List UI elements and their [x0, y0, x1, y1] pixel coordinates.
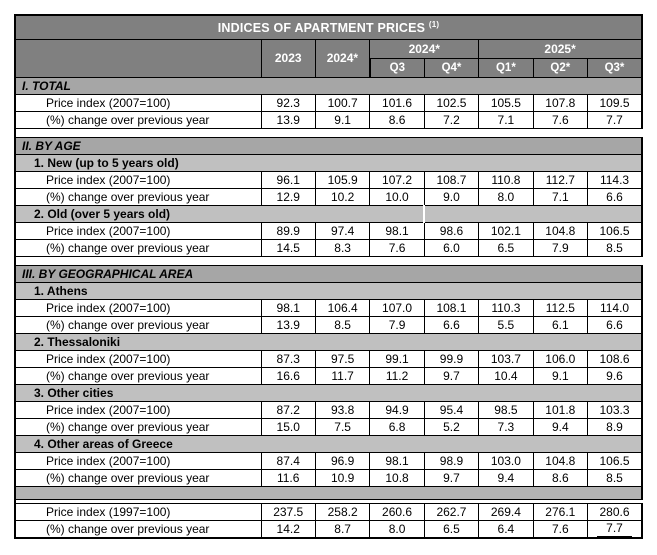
value-cell: [588, 520, 642, 538]
col-group-2025: 2025*: [479, 39, 642, 58]
data-row: [15, 239, 642, 256]
table-body: [15, 77, 642, 538]
value-cell: 237.5: [261, 503, 315, 520]
title-row: [15, 15, 642, 39]
subsection-filler: [424, 205, 642, 222]
col-header-2024: 2024*: [315, 39, 369, 77]
row-label: Price index (2007=100): [15, 94, 261, 111]
section-gap-cell: [15, 128, 642, 137]
data-row: [15, 401, 642, 418]
value-cell: 7.6: [533, 520, 587, 538]
value-cell: 105.9: [315, 171, 369, 188]
page-title: INDICES OF APARTMENT PRICES: [217, 20, 426, 35]
row-label: (%) change over previous year: [15, 367, 261, 384]
col-header-2023: 2023: [261, 39, 315, 77]
row-label: Price index (2007=100): [15, 401, 261, 418]
value-cell: 108.6: [588, 350, 642, 367]
subsection-label: 2. Old (over 5 years old): [15, 205, 424, 222]
data-row: [15, 171, 642, 188]
section-gap-row: [15, 128, 642, 137]
value-cell: 9.7: [424, 469, 478, 486]
value-cell: 96.1: [261, 171, 315, 188]
section-label: III. BY GEOGRAPHICAL AREA: [15, 265, 642, 282]
value-cell: 106.4: [315, 299, 369, 316]
value-cell: 7.2: [424, 111, 478, 128]
blank-band-row: [15, 486, 642, 499]
value-cell: 93.8: [315, 401, 369, 418]
row-label: (%) change over previous year: [15, 418, 261, 435]
value-cell: 94.9: [370, 401, 424, 418]
value-cell: 9.7: [424, 367, 478, 384]
data-row: [15, 222, 642, 239]
value-cell: 98.1: [370, 222, 424, 239]
row-label: (%) change over previous year: [15, 316, 261, 333]
value-cell: 102.1: [479, 222, 533, 239]
value-cell: 98.6: [424, 222, 478, 239]
section-gap-row: [15, 256, 642, 265]
value-cell: 6.6: [424, 316, 478, 333]
col-header-q4-2024: Q4*: [424, 58, 478, 77]
subsection-row: [15, 205, 642, 222]
value-cell: 276.1: [533, 503, 587, 520]
value-cell: 269.4: [479, 503, 533, 520]
value-cell: 112.5: [533, 299, 587, 316]
table-header: [15, 15, 642, 77]
value-cell: 6.5: [479, 239, 533, 256]
section-row: [15, 77, 642, 94]
data-row: [15, 469, 642, 486]
value-underlined: 7.7: [597, 521, 632, 537]
section-gap-cell: [15, 256, 642, 265]
value-cell: 108.7: [424, 171, 478, 188]
subsection-label: 1. Athens: [15, 282, 642, 299]
row-label: (%) change over previous year: [15, 469, 261, 486]
data-row: [15, 188, 642, 205]
value-cell: 106.5: [588, 222, 642, 239]
value-cell: 89.9: [261, 222, 315, 239]
value-cell: 107.2: [370, 171, 424, 188]
row-label: Price index (2007=100): [15, 222, 261, 239]
value-cell: 15.0: [261, 418, 315, 435]
value-cell: 11.7: [315, 367, 369, 384]
row-label: (%) change over previous year: [15, 111, 261, 128]
value-cell: 8.9: [588, 418, 642, 435]
value-cell: 92.3: [261, 94, 315, 111]
value-cell: 9.1: [533, 367, 587, 384]
value-cell: 104.8: [533, 452, 587, 469]
value-cell: 6.6: [588, 316, 642, 333]
value-cell: 97.4: [315, 222, 369, 239]
value-cell: 97.5: [315, 350, 369, 367]
value-cell: 11.2: [370, 367, 424, 384]
value-cell: 8.3: [315, 239, 369, 256]
subsection-label: 3. Other cities: [15, 384, 642, 401]
value-cell: 6.5: [424, 520, 478, 538]
value-cell: 10.2: [315, 188, 369, 205]
value-cell: 100.7: [315, 94, 369, 111]
apartment-prices-table: [14, 14, 643, 539]
section-row: [15, 137, 642, 154]
value-cell: 10.8: [370, 469, 424, 486]
subsection-row: [15, 435, 642, 452]
data-row: [15, 299, 642, 316]
data-row: [15, 350, 642, 367]
title-footnote-marker: (1): [428, 19, 440, 29]
value-cell: 6.6: [588, 188, 642, 205]
row-label: (%) change over previous year: [15, 239, 261, 256]
row-label: Price index (2007=100): [15, 350, 261, 367]
data-row: [15, 452, 642, 469]
row-label: Price index (1997=100): [15, 503, 261, 520]
value-cell: 110.8: [479, 171, 533, 188]
value-cell: 9.1: [315, 111, 369, 128]
data-row: [15, 418, 642, 435]
section-label: II. BY AGE: [15, 137, 642, 154]
value-cell: 103.7: [479, 350, 533, 367]
value-cell: 99.1: [370, 350, 424, 367]
value-cell: 101.6: [370, 94, 424, 111]
row-label: Price index (2007=100): [15, 452, 261, 469]
value-cell: 260.6: [370, 503, 424, 520]
value-cell: 10.0: [370, 188, 424, 205]
col-header-q2-2025: Q2*: [533, 58, 587, 77]
value-cell: 98.1: [370, 452, 424, 469]
value-cell: 8.6: [533, 469, 587, 486]
value-cell: 6.0: [424, 239, 478, 256]
value-cell: 87.3: [261, 350, 315, 367]
subsection-row: [15, 154, 642, 171]
data-row: [15, 503, 642, 520]
data-row: [15, 520, 642, 538]
col-header-q1-2025: Q1*: [479, 58, 533, 77]
data-row: [15, 367, 642, 384]
header-row-years: [15, 39, 642, 58]
value-cell: 7.3: [479, 418, 533, 435]
value-cell: 112.7: [533, 171, 587, 188]
subsection-row: [15, 384, 642, 401]
value-cell: 114.3: [588, 171, 642, 188]
subsection-label: 1. New (up to 5 years old): [15, 154, 642, 171]
col-header-q3-2024: Q3: [370, 58, 424, 77]
value-cell: 102.5: [424, 94, 478, 111]
value-cell: 87.4: [261, 452, 315, 469]
section-label: I. TOTAL: [15, 77, 642, 94]
value-cell: 101.8: [533, 401, 587, 418]
value-cell: 280.6: [588, 503, 642, 520]
value-cell: 5.2: [424, 418, 478, 435]
value-cell: 7.1: [533, 188, 587, 205]
value-cell: 10.4: [479, 367, 533, 384]
value-cell: 7.6: [533, 111, 587, 128]
value-cell: 13.9: [261, 316, 315, 333]
section-row: [15, 265, 642, 282]
value-cell: 8.5: [588, 469, 642, 486]
value-cell: 5.5: [479, 316, 533, 333]
value-cell: 105.5: [479, 94, 533, 111]
value-cell: 98.9: [424, 452, 478, 469]
row-label: (%) change over previous year: [15, 188, 261, 205]
value-cell: 9.6: [588, 367, 642, 384]
value-cell: 98.1: [261, 299, 315, 316]
data-row: [15, 111, 642, 128]
value-cell: 10.9: [315, 469, 369, 486]
value-cell: 258.2: [315, 503, 369, 520]
value-cell: 6.8: [370, 418, 424, 435]
value-cell: 7.9: [533, 239, 587, 256]
value-cell: 16.6: [261, 367, 315, 384]
col-group-2024: 2024*: [370, 39, 479, 58]
data-row: [15, 94, 642, 111]
value-cell: 6.4: [479, 520, 533, 538]
value-cell: 96.9: [315, 452, 369, 469]
subsection-label: 4. Other areas of Greece: [15, 435, 642, 452]
row-label: Price index (2007=100): [15, 299, 261, 316]
value-cell: 7.6: [370, 239, 424, 256]
value-cell: 8.7: [315, 520, 369, 538]
value-cell: 109.5: [588, 94, 642, 111]
value-cell: 8.5: [315, 316, 369, 333]
value-cell: 98.5: [479, 401, 533, 418]
value-cell: 106.5: [588, 452, 642, 469]
subsection-label: 2. Thessaloniki: [15, 333, 642, 350]
row-label: (%) change over previous year: [15, 520, 261, 538]
col-header-q3-2025: Q3*: [588, 58, 642, 77]
value-cell: 7.1: [479, 111, 533, 128]
value-cell: 14.5: [261, 239, 315, 256]
blank-band-cell: [15, 486, 642, 499]
value-cell: 9.4: [533, 418, 587, 435]
row-label: Price index (2007=100): [15, 171, 261, 188]
value-cell: 8.0: [479, 188, 533, 205]
value-cell: 114.0: [588, 299, 642, 316]
value-cell: 7.5: [315, 418, 369, 435]
value-cell: 8.0: [370, 520, 424, 538]
value-cell: 7.9: [370, 316, 424, 333]
value-cell: 99.9: [424, 350, 478, 367]
value-cell: 104.8: [533, 222, 587, 239]
value-cell: 108.1: [424, 299, 478, 316]
value-cell: 11.6: [261, 469, 315, 486]
value-cell: 9.0: [424, 188, 478, 205]
value-cell: 110.3: [479, 299, 533, 316]
value-cell: 14.2: [261, 520, 315, 538]
value-cell: 107.8: [533, 94, 587, 111]
value-cell: 6.1: [533, 316, 587, 333]
data-row: [15, 316, 642, 333]
corner-cell: [15, 39, 261, 77]
value-cell: 103.0: [479, 452, 533, 469]
value-cell: 262.7: [424, 503, 478, 520]
value-cell: 103.3: [588, 401, 642, 418]
value-cell: 8.5: [588, 239, 642, 256]
value-cell: 13.9: [261, 111, 315, 128]
value-cell: 106.0: [533, 350, 587, 367]
value-cell: 9.4: [479, 469, 533, 486]
subsection-row: [15, 282, 642, 299]
value-cell: 8.6: [370, 111, 424, 128]
value-cell: 12.9: [261, 188, 315, 205]
value-cell: 7.7: [588, 111, 642, 128]
subsection-row: [15, 333, 642, 350]
value-cell: 95.4: [424, 401, 478, 418]
value-cell: 107.0: [370, 299, 424, 316]
value-cell: 87.2: [261, 401, 315, 418]
table-title-cell: [15, 15, 642, 39]
